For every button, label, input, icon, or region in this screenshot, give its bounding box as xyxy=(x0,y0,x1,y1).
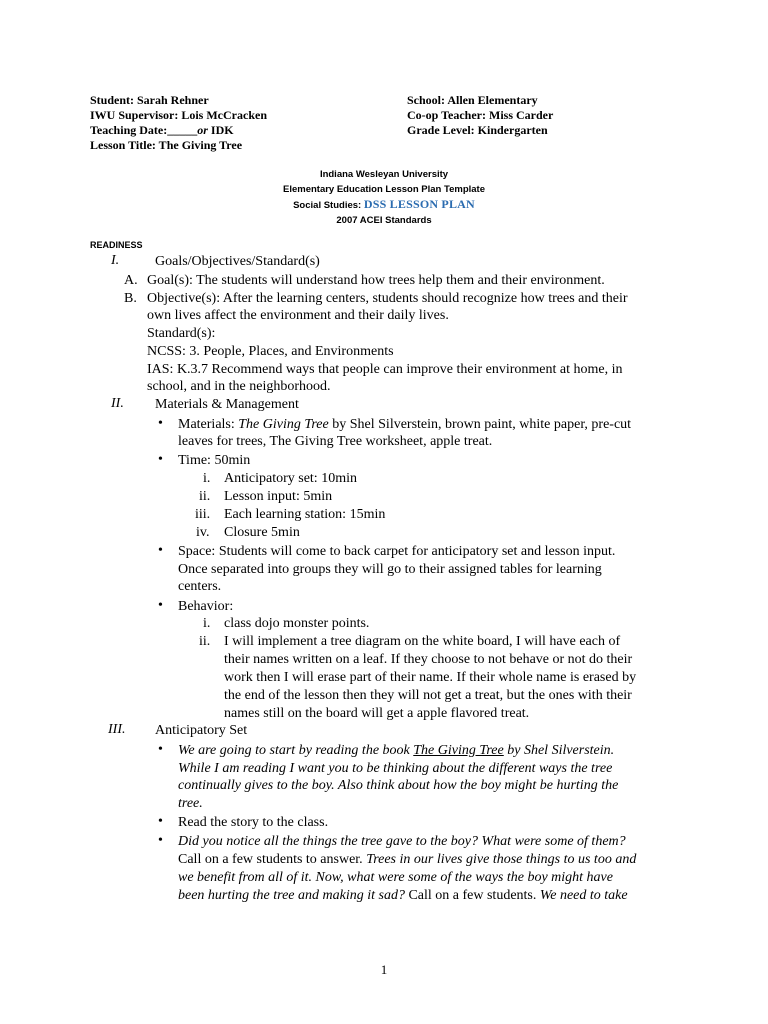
readiness-heading: READINESS xyxy=(90,240,143,250)
subject-line xyxy=(0,197,768,213)
anticipatory-text xyxy=(178,742,614,760)
goal-text: Goal(s): The students will understand how trees help them and their environment. xyxy=(147,273,605,288)
ias-standard: IAS: K.3.7 Recommend ways that people can improve their environment at home, in xyxy=(147,362,623,377)
text-span: We need to take xyxy=(539,888,628,903)
materials-text xyxy=(178,416,631,434)
materials-prefix: Materials: xyxy=(178,417,239,432)
standards-label: Standard(s): xyxy=(147,326,216,341)
list-label: A. xyxy=(124,273,138,288)
behavior-item: work then I will erase part of their name. If their whole name is erased by xyxy=(224,670,637,685)
list-label: B. xyxy=(124,291,137,306)
ias-standard: school, and in the neighborhood. xyxy=(147,379,331,394)
anticipatory-text xyxy=(178,887,628,905)
bullet-icon: • xyxy=(158,833,163,848)
space-text: centers. xyxy=(178,579,222,594)
materials-text: leaves for trees, The Giving Tree worksheet, apple treat. xyxy=(178,434,493,449)
university-name: Indiana Wesleyan University xyxy=(319,169,449,180)
behavior-item: class dojo monster points. xyxy=(224,616,370,631)
roman-label: i. xyxy=(203,471,211,486)
section-numeral: III. xyxy=(108,722,126,737)
bullet-icon: • xyxy=(158,814,163,829)
materials-rest: by Shel Silverstein, brown paint, white paper, pre-cut xyxy=(328,417,632,432)
behavior-item: their names written on a leaf. If they choose to not behave or not do their xyxy=(224,652,633,667)
template-title xyxy=(0,167,768,228)
roman-label: i. xyxy=(203,616,211,631)
bullet-icon: • xyxy=(158,742,163,757)
header-left xyxy=(90,93,267,153)
ncss-standard: NCSS: 3. People, Places, and Environments xyxy=(147,344,394,359)
anticipatory-text: tree. xyxy=(178,796,203,811)
subject-prefix: Social Studies: xyxy=(293,200,364,211)
student-name: Student: Sarah Rehner xyxy=(90,93,209,107)
text-span: by Shel Silverstein. xyxy=(503,743,615,758)
bullet-icon: • xyxy=(158,598,163,613)
text-span: Call on a few students to answer. xyxy=(178,852,367,867)
time-text: Time: 50min xyxy=(178,453,251,468)
roman-label: ii. xyxy=(199,634,211,649)
section-title: Anticipatory Set xyxy=(155,723,248,738)
book-title: The Giving Tree xyxy=(413,743,504,758)
bullet-icon: • xyxy=(158,416,163,431)
time-item: Lesson input: 5min xyxy=(224,489,333,504)
grade-level: Grade Level: Kindergarten xyxy=(407,123,548,137)
template-name: Elementary Education Lesson Plan Template xyxy=(282,184,486,195)
school-name: School: Allen Elementary xyxy=(407,93,538,107)
standards-line: 2007 ACEI Standards xyxy=(336,215,432,226)
anticipatory-text xyxy=(178,851,636,869)
text-span: Call on a few students. xyxy=(404,888,540,903)
bullet-icon: • xyxy=(158,452,163,467)
roman-label: iv. xyxy=(196,525,210,540)
behavior-item: the end of the lesson then they will not get a treat, but the ones with their xyxy=(224,688,632,703)
anticipatory-text: Read the story to the class. xyxy=(178,815,329,830)
time-item: Closure 5min xyxy=(224,525,300,540)
header-right xyxy=(407,93,553,138)
anticipatory-text: While I am reading I want you to be thinking about the different ways the tree xyxy=(178,761,613,776)
anticipatory-text: we benefit from all of it. Now, what were some of the ways the boy might have xyxy=(178,870,613,885)
page-number: 1 xyxy=(380,962,388,977)
section-numeral: I. xyxy=(111,253,120,268)
roman-label: iii. xyxy=(195,507,211,522)
section-numeral: II. xyxy=(111,396,124,411)
section-title: Materials & Management xyxy=(155,397,299,412)
space-text: Space: Students will come to back carpet for anticipatory set and lesson input. xyxy=(178,544,616,559)
roman-label: ii. xyxy=(199,489,211,504)
teaching-date: Teaching Date:_____or IDK xyxy=(90,123,234,137)
text-span: We are going to start by reading the book xyxy=(178,743,414,758)
coop-teacher: Co-op Teacher: Miss Carder xyxy=(407,108,554,122)
anticipatory-text: continually gives to the boy. Also think about how the boy might be hurting the xyxy=(178,778,619,793)
text-span: Trees in our lives give those things to us too and xyxy=(366,852,637,867)
behavior-item: names still on the board will get a apple flavored treat. xyxy=(224,706,530,721)
objective-text: own lives affect the environment and their daily lives. xyxy=(147,308,449,323)
bullet-icon: • xyxy=(158,543,163,558)
behavior-item: I will implement a tree diagram on the white board, I will have each of xyxy=(224,634,621,649)
time-item: Each learning station: 15min xyxy=(224,507,386,522)
time-item: Anticipatory set: 10min xyxy=(224,471,357,486)
book-title: The Giving Tree xyxy=(238,417,329,432)
lesson-title: Lesson Title: The Giving Tree xyxy=(90,138,243,152)
section-title: Goals/Objectives/Standard(s) xyxy=(155,254,320,269)
space-text: Once separated into groups they will go to their assigned tables for learning xyxy=(178,562,602,577)
anticipatory-text: Did you notice all the things the tree gave to the boy? What were some of them? xyxy=(178,834,626,849)
objective-text: Objective(s): After the learning centers, students should recognize how trees and their xyxy=(147,291,628,306)
supervisor-name: IWU Supervisor: Lois McCracken xyxy=(90,108,267,122)
behavior-text: Behavior: xyxy=(178,599,234,614)
subject-accent: DSS LESSON PLAN xyxy=(363,197,475,211)
text-span: been hurting the tree and making it sad? xyxy=(178,888,405,903)
